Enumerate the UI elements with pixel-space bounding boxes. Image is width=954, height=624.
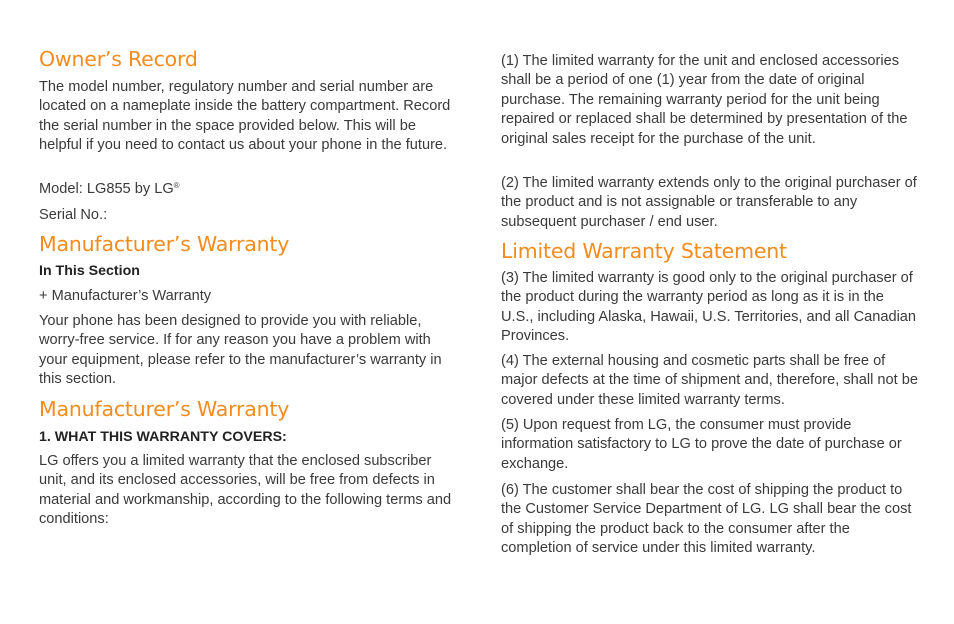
serial-line: Serial No.:	[39, 207, 108, 223]
what-warranty-covers-subheading: 1. WHAT THIS WARRANTY COVERS:	[39, 429, 287, 445]
in-this-section-subheading: In This Section	[39, 263, 140, 279]
registered-mark: ®	[173, 181, 180, 190]
owners-record-heading: Owner’s Record	[39, 47, 198, 71]
term-2: (2) The limited warranty extends only to the original purchaser of the product and is not assignable or transferable to any subsequent purchaser / end user.	[501, 175, 917, 230]
owners-record-body: The model number, regulatory number and serial number are located on a nameplate inside the battery compartment. Record the serial number in the space provided below. This will be helpful if you need to contact us about your phone in the future.	[39, 79, 451, 154]
term-3: (3) The limited warranty is good only to the original purchaser of the product during the warranty period as long as it is in the U.S., including Alaska, Hawaii, U.S. Territories, and all Canadian Provinces.	[501, 270, 917, 345]
manufacturers-warranty-heading-2: Manufacturer’s Warranty	[39, 397, 290, 421]
term-1: (1) The limited warranty for the unit and enclosed accessories shall be a period of one (1) year from the date of original purchase. The remaining warranty period for the unit being repaired or replaced shall be determined by presentation of the original sales receipt for the purchase of the unit.	[501, 53, 908, 147]
warranty-intro-body: Your phone has been designed to provide you with reliable, worry-free service. If for any reason you have a problem with your equipment, please refer to the manufacturer’s warranty in this section.	[39, 313, 442, 388]
term-4: (4) The external housing and cosmetic parts shall be free of major defects at the time of shipment and, therefore, shall not be covered under these limited warranty terms.	[501, 353, 918, 408]
model-text: Model: LG855 by LG	[39, 181, 174, 197]
warranty-covers-body: LG offers you a limited warranty that the enclosed subscriber unit, and its enclosed accessories, will be free from defects in material and workmanship, according to the following terms and conditions:	[39, 453, 452, 528]
term-6: (6) The customer shall bear the cost of shipping the product to the Customer Service Department of LG. LG shall bear the cost of shipping the product back to the consumer after the completion of service under this limited warranty.	[501, 482, 912, 557]
limited-warranty-statement-heading: Limited Warranty Statement	[501, 239, 787, 263]
model-line	[39, 180, 457, 199]
section-list-item: + Manufacturer’s Warranty	[39, 288, 212, 304]
term-5: (5) Upon request from LG, the consumer must provide information satisfactory to LG to prove the date of purchase or exchange.	[501, 417, 902, 472]
manufacturers-warranty-heading-1: Manufacturer’s Warranty	[39, 232, 290, 256]
